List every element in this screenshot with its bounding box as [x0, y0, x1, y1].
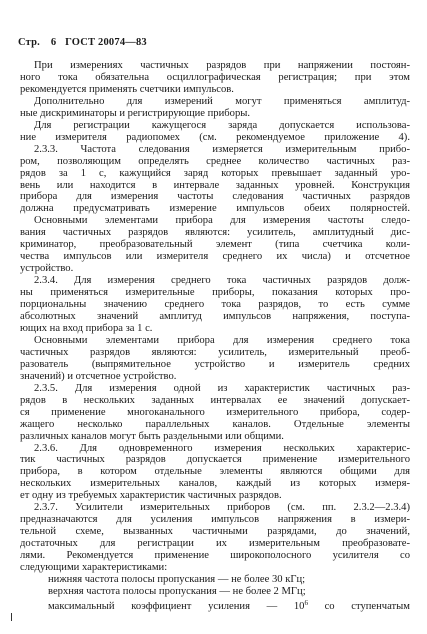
text-line: устройство.: [20, 263, 74, 275]
text-line: предназначаются для усиления импульсов напряжения в измери-: [20, 514, 410, 526]
text-line: тик частичных разрядов допускается применение измерительного: [20, 454, 410, 466]
text-line: Для регистрации кажущегося заряда допускается использова-: [34, 119, 410, 131]
text-line: прибора для измерения частоты следования частичных разрядов: [20, 191, 410, 203]
text-line: различных каналов могут быть раздельными или общими.: [20, 430, 284, 442]
text-line: порциональны значению среднего тока разрядов, то есть сумме: [20, 299, 410, 311]
text-line: При измерениях частичных разрядов при напряжении постоян-: [34, 60, 410, 71]
text-line: достаточных для регистрации их измерительным преобразовате-: [20, 538, 410, 550]
text-line: ны применяться измерительные приборы, показания которых про-: [20, 287, 410, 299]
text-line: чества импульсов или измерителя среднего их числа) и отсчетное: [20, 251, 410, 263]
text-line: вень или находится в интервале заданных уровней. Конструкция: [20, 179, 410, 191]
section-2-3-3: 2.3.3. Частота следования измеряется измерительным прибо-: [34, 143, 410, 155]
section-2-3-5: 2.3.5. Для измерения одной из характеристик частичных раз-: [34, 382, 410, 394]
text-line: ся применение многоканального измерительного прибора, содер-: [20, 406, 410, 418]
section-2-3-7: 2.3.7. Усилители измерительных приборов (см. пп. 2.3.2—2.3.4): [34, 502, 410, 514]
text-line: рядов в нескольких заданных интервалах ее значений допускает-: [20, 394, 410, 406]
text-line: лями. Рекомендуется применение широкополосного усилителя со: [20, 550, 410, 562]
text-line: нескольких измерительных каналов, каждый из которых измеря-: [20, 478, 410, 490]
list-item: [20, 598, 410, 613]
text-line: ет одну из требуемых характеристик частичных разрядов.: [20, 490, 282, 502]
section-2-3-4: 2.3.4. Для измерения среднего тока частичных разрядов долж-: [34, 275, 410, 287]
margin-mark: [11, 613, 12, 621]
page-header: [18, 37, 147, 48]
text-line: Основными элементами прибора для измерения частоты следо-: [34, 215, 410, 227]
text-line: вания частичных разрядов являются: усилитель, амплитудный дис-: [20, 227, 410, 239]
text-line: должна предусматривать измерение импульсов обеих полярностей.: [20, 203, 410, 215]
list-item: верхняя частота полосы пропускания — не более 2 МГц;: [48, 585, 306, 597]
superscript-exponent: 6: [304, 598, 308, 607]
text-line: частичных разрядов являются: усилитель, измерительный преоб-: [20, 346, 410, 358]
text-line: жащего несколько параллельных каналов. Отдельные элементы: [20, 418, 410, 430]
text-line: абсолютных значений амплитуд импульсов напряжения, поступа-: [20, 311, 410, 323]
section-2-3-6: 2.3.6. Для одновременного измерения нескольких характерис-: [34, 442, 410, 454]
list-item: нижняя частота полосы пропускания — не более 30 кГц;: [48, 573, 306, 585]
list-item-text: со ступенчатым: [324, 600, 410, 612]
text-line: ром, позволяющим определять среднее количество частичных раз-: [20, 155, 410, 167]
document-body: [20, 60, 410, 613]
text-line: ные дискриминаторы и регистрирующие приборы.: [20, 107, 251, 119]
text-line: тельной схеме, вызванных частичными разрядами, до значений,: [20, 526, 410, 538]
text-line: ного тока обязательна осциллографическая регистрация; при этом: [20, 71, 410, 83]
text-line: криминатор, преобразовательный элемент (типа счетчика коли-: [20, 239, 410, 251]
text-line: Основными элементами прибора для измерения среднего тока: [34, 334, 410, 346]
text-line: значений) и отсчетное устройство.: [20, 370, 177, 382]
text-line: Дополнительно для измерений могут применяться амплитуд-: [34, 95, 410, 107]
page-label: Стр.: [18, 37, 40, 48]
text-line: следующими характеристиками:: [20, 562, 168, 574]
text-line: ющих на вход прибора за 1 с.: [20, 322, 153, 334]
text-line: рекомендуется применять счетчики импульсов.: [20, 83, 234, 95]
list-item-text: максимальный коэффициент усиления — 10: [48, 600, 305, 612]
text-line: разователь (выпрямительное устройство и измеритель средних: [20, 358, 410, 370]
text-line: прибора, в котором отдельные элементы являются общими для: [20, 466, 410, 478]
page-number: 6: [50, 37, 57, 48]
text-line: ние измерителя радиопомех (см. рекомендуемое приложение 4).: [20, 131, 410, 143]
text-line: рядов за 1 с, кажущийся заряд которых превышает заданный уро-: [20, 167, 410, 179]
standard-code: ГОСТ 20074—83: [65, 37, 147, 48]
